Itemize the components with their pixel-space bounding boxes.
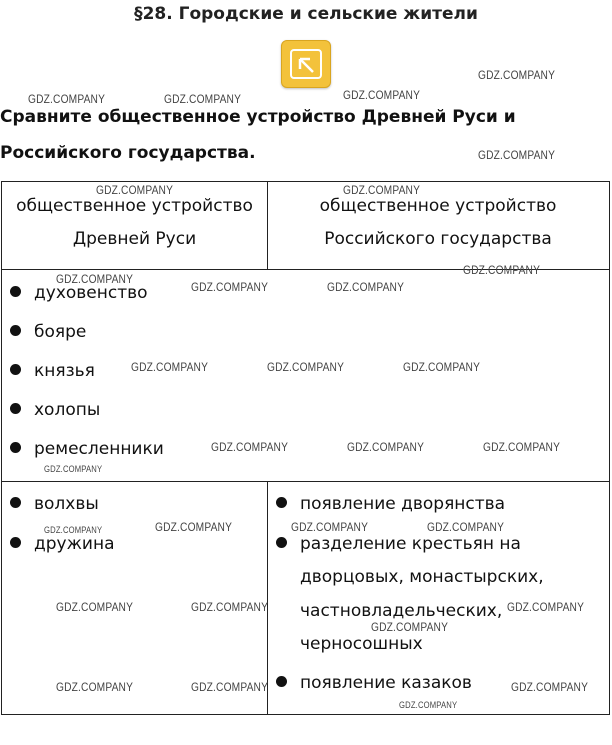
list-item: князья xyxy=(10,361,95,381)
watermark: GDZ.COMPANY xyxy=(164,92,242,106)
watermark: GDZ.COMPANY xyxy=(191,280,269,294)
watermark: GDZ.COMPANY xyxy=(507,600,585,614)
watermark: GDZ.COMPANY xyxy=(463,263,541,277)
watermark: GDZ.COMPANY xyxy=(483,440,561,454)
header-right-line-2: Российского государства xyxy=(324,229,552,249)
watermark: GDZ.COMPANY xyxy=(343,183,421,197)
bullet-icon xyxy=(10,403,21,414)
bullet-icon xyxy=(276,497,287,508)
bullet-icon xyxy=(10,537,21,548)
bullet-icon xyxy=(10,325,21,336)
watermark: GDZ.COMPANY xyxy=(478,68,556,82)
header-russian-state xyxy=(268,190,608,256)
watermark: GDZ.COMPANY xyxy=(427,520,505,534)
watermark: GDZ.COMPANY xyxy=(56,272,134,286)
watermark: GDZ.COMPANY xyxy=(44,525,103,535)
bullet-icon xyxy=(276,537,287,548)
list-item: холопы xyxy=(10,400,100,420)
back-navigation-button[interactable] xyxy=(281,40,331,88)
header-ancient-rus xyxy=(2,190,267,256)
watermark: GDZ.COMPANY xyxy=(291,520,369,534)
watermark: GDZ.COMPANY xyxy=(511,680,589,694)
watermark: GDZ.COMPANY xyxy=(96,183,174,197)
header-left-line-2: Древней Руси xyxy=(72,229,197,249)
watermark: GDZ.COMPANY xyxy=(343,88,421,102)
list-item: дружина xyxy=(10,534,115,554)
list-item: появление дворянства xyxy=(276,494,505,514)
watermark: GDZ.COMPANY xyxy=(28,92,106,106)
watermark: GDZ.COMPANY xyxy=(155,520,233,534)
watermark: GDZ.COMPANY xyxy=(191,680,269,694)
task-line-1: Сравните общественное устройство Древней Руси и xyxy=(0,107,516,127)
watermark: GDZ.COMPANY xyxy=(347,440,425,454)
bullet-icon xyxy=(10,497,21,508)
list-item-continuation: дворцовых, монастырских, xyxy=(300,567,544,587)
watermark: GDZ.COMPANY xyxy=(478,148,556,162)
header-left-line-1: общественное устройство xyxy=(16,196,253,216)
bullet-icon xyxy=(10,286,21,297)
header-right-line-1: общественное устройство xyxy=(319,196,557,216)
watermark: GDZ.COMPANY xyxy=(56,680,134,694)
bullet-icon xyxy=(276,676,287,687)
arrow-up-left-icon xyxy=(290,49,322,79)
bullet-icon xyxy=(10,442,21,453)
watermark: GDZ.COMPANY xyxy=(327,280,405,294)
watermark: GDZ.COMPANY xyxy=(403,360,481,374)
list-item-continuation: черносошных xyxy=(300,634,423,654)
watermark: GDZ.COMPANY xyxy=(44,464,103,474)
table-divider xyxy=(1,481,610,482)
watermark: GDZ.COMPANY xyxy=(371,620,449,634)
watermark: GDZ.COMPANY xyxy=(399,700,458,710)
list-item: разделение крестьян на xyxy=(276,534,521,554)
watermark: GDZ.COMPANY xyxy=(211,440,289,454)
list-item: волхвы xyxy=(10,494,99,514)
page-title: §28. Городские и сельские жители xyxy=(134,4,478,24)
watermark: GDZ.COMPANY xyxy=(191,600,269,614)
task-line-2: Российского государства. xyxy=(0,143,256,163)
watermark: GDZ.COMPANY xyxy=(56,600,134,614)
list-item: духовенство xyxy=(10,283,148,303)
list-item: ремесленники xyxy=(10,439,164,459)
bullet-icon xyxy=(10,364,21,375)
list-item: появление казаков xyxy=(276,673,472,693)
watermark: GDZ.COMPANY xyxy=(131,360,209,374)
list-item-continuation: частновладельческих, xyxy=(300,601,503,621)
list-item: бояре xyxy=(10,322,86,342)
watermark: GDZ.COMPANY xyxy=(267,360,345,374)
